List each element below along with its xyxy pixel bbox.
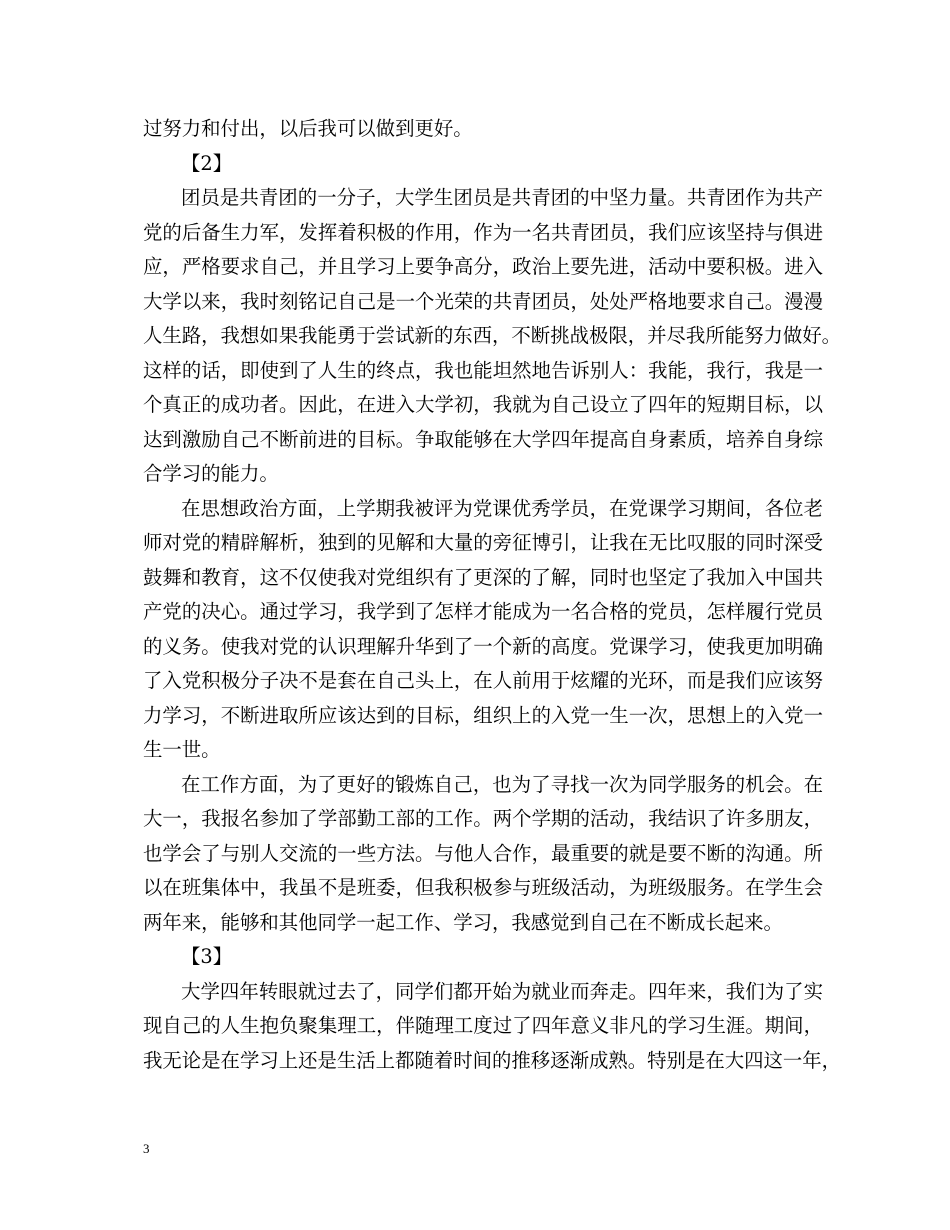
paragraph-line: 在思想政治方面，上学期我被评为党课优秀学员，在党课学习期间，各位老	[181, 496, 823, 520]
paragraph-line: 鼓舞和教育，这不仅使我对党组织有了更深的了解，同时也坚定了我加入中国共	[143, 565, 823, 589]
document-body	[143, 112, 842, 1078]
paragraph-line: 了入党积极分子决不是套在自己头上，在人前用于炫耀的光环，而是我们应该努	[143, 669, 823, 692]
paragraph-line: 的义务。使我对党的认识理解升华到了一个新的高度。党课学习，使我更加明确	[143, 634, 823, 658]
paragraph-line: 生一世。	[143, 738, 221, 761]
paragraph-line: 大学以来，我时刻铭记自己是一个光荣的共青团员，处处严格地要求自己。漫漫	[143, 289, 823, 313]
paragraph-line: 以在班集体中，我虽不是班委，但我积极参与班级活动，为班级服务。在学生会	[143, 876, 823, 899]
paragraph-line: 达到激励自己不断前进的目标。争取能够在大学四年提高自身素质，培养自身综	[143, 427, 823, 451]
paragraph-line: 也学会了与别人交流的一些方法。与他人合作，最重要的就是要不断的沟通。所	[143, 841, 823, 865]
paragraph-line: 应，严格要求自己，并且学习上要争高分，政治上要先进，活动中要积极。进入	[143, 255, 823, 278]
paragraph-line: 我无论是在学习上还是生活上都随着时间的推移逐渐成熟。特别是在大四这一年，	[143, 1048, 842, 1072]
paragraph-line: 合学习的能力。	[143, 462, 279, 485]
paragraph-line: 党的后备生力军，发挥着积极的作用，作为一名共青团员，我们应该坚持与俱进	[143, 220, 823, 244]
paragraph-line: 现自己的人生抱负聚集理工，伴随理工度过了四年意义非凡的学习生涯。期间，	[143, 1014, 823, 1037]
paragraph-line: 在工作方面，为了更好的锻炼自己，也为了寻找一次为同学服务的机会。在	[181, 772, 823, 796]
paragraph-line: 大一，我报名参加了学部勤工部的工作。两个学期的活动，我结识了许多朋友，	[143, 807, 823, 830]
paragraph-line: 这样的话，即使到了人生的终点，我也能坦然地告诉别人：我能，我行，我是一	[143, 358, 823, 382]
paragraph-line: 大学四年转眼就过去了，同学们都开始为就业而奔走。四年来，我们为了实	[181, 979, 823, 1003]
paragraph-line: 过努力和付出，以后我可以做到更好。	[143, 117, 473, 140]
paragraph-line: 个真正的成功者。因此，在进入大学初，我就为自己设立了四年的短期目标，以	[143, 393, 823, 416]
paragraph-line: 团员是共青团的一分子，大学生团员是共青团的中坚力量。共青团作为共产	[181, 186, 823, 209]
page-number: 3	[143, 1141, 150, 1156]
paragraph-line: 产党的决心。通过学习，我学到了怎样才能成为一名合格的党员，怎样履行党员	[143, 600, 823, 623]
paragraph-line: 师对党的精辟解析，独到的见解和大量的旁征博引，让我在无比叹服的同时深受	[143, 531, 823, 554]
section-marker: 【3】	[181, 945, 233, 968]
paragraph-line: 人生路，我想如果我能勇于尝试新的东西，不断挑战极限，并尽我所能努力做好。	[143, 324, 842, 347]
paragraph-line: 力学习，不断进取所应该达到的目标，组织上的入党一生一次，思想上的入党一	[143, 703, 823, 727]
paragraph-line: 两年来，能够和其他同学一起工作、学习，我感觉到自己在不断成长起来。	[143, 910, 783, 934]
section-marker: 【2】	[181, 151, 233, 175]
